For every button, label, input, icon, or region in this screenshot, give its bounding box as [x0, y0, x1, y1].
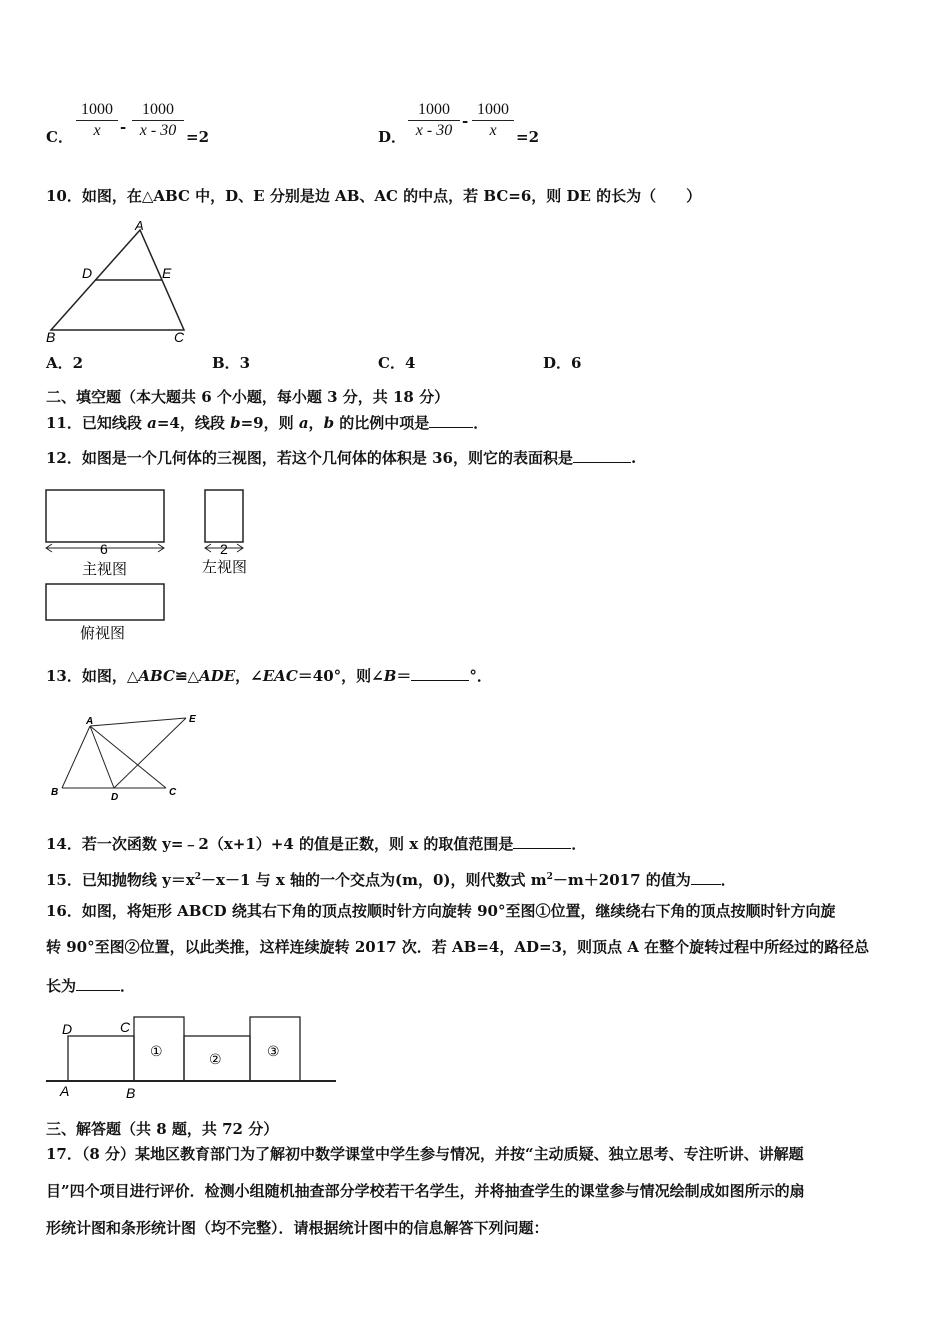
q12-top-view-label: 俯视图: [80, 624, 126, 642]
q15-end: ．: [720, 871, 736, 889]
q11-pre: 11．已知线段: [46, 414, 148, 432]
q11-end: ．: [473, 414, 489, 432]
q9-d-f2-den: x: [489, 122, 497, 139]
q10-question: 10．如图，在△ABC 中，D、E 分别是边 AB、AC 的中点，若 BC=6，则 DE 的长为（ ）: [46, 187, 702, 205]
q10-option-d: D．6: [543, 354, 582, 372]
q15-mid: －x－1 与 x 轴的一个交点为(m，0)，则代数式 m: [201, 871, 547, 889]
q15-sup2: 2: [546, 872, 553, 882]
q16-answer-blank[interactable]: [76, 976, 120, 991]
q12-question: [46, 448, 636, 467]
q11-mid2: =9，则: [240, 414, 299, 432]
q13-b: B: [383, 667, 397, 685]
q13-mid: ，∠: [235, 667, 263, 685]
q16-label-b: B: [126, 1085, 136, 1101]
q11-var-b: b: [230, 414, 241, 432]
q9-c-fraction-1: [76, 100, 118, 141]
q12-three-views-figure: [40, 486, 270, 646]
q16-label-c: C: [120, 1019, 131, 1035]
q12-front-view-label: 主视图: [82, 560, 128, 578]
q13-label-c: C: [169, 787, 177, 798]
q9-c-f1-num: 1000: [76, 100, 118, 121]
q10-label-b: B: [46, 329, 56, 345]
q12-text: 12．如图是一个几何体的三视图，若这个几何体的体积是 36，则它的表面积是: [46, 449, 573, 467]
q12-answer-blank[interactable]: [573, 448, 631, 463]
q14-text: 14．若一次函数 y=﹣2（x+1）+4 的值是正数，则 x 的取值范围是: [46, 835, 514, 853]
q13-cong: ≌△: [174, 667, 200, 685]
q16-line-2: 转 90°至图②位置，以此类推，这样连续旋转 2017 次．若 AB=4，AD=3，则顶点 A 在整个旋转过程中所经过的路径总: [46, 938, 870, 956]
q10-option-b: B．3: [212, 354, 251, 372]
q15-answer-blank[interactable]: [691, 870, 721, 885]
q11-var-a: a: [147, 414, 157, 432]
q13-triangles-figure: [46, 710, 216, 805]
q14-end: ．: [571, 835, 587, 853]
q16-label-a: A: [60, 1083, 70, 1099]
q11-comma: ，: [308, 414, 324, 432]
q13-mid2: ＝40°，则∠: [297, 667, 384, 685]
q16-rotation-figure: [44, 1012, 340, 1102]
q9-d-fraction-2: [472, 100, 514, 141]
q17-line-3: 形统计图和条形统计图（均不完整）．请根据统计图中的信息解答下列问题：: [46, 1219, 549, 1237]
q13-abc: ABC: [138, 667, 175, 685]
q9-d-fraction-1: [408, 100, 460, 141]
q15-question: [46, 868, 736, 889]
q16-line-3: [46, 976, 135, 995]
q15-pre: 15．已知抛物线 y＝x: [46, 871, 195, 889]
q9-c-f1-den: x: [93, 122, 101, 139]
q10-label-c: C: [174, 329, 185, 345]
q16-label-d: D: [62, 1021, 73, 1037]
q16-position-2: ②: [209, 1052, 222, 1068]
q12-side-dimension: 2: [220, 541, 228, 557]
q13-pre: 13．如图，△: [46, 667, 139, 685]
q15-sup: 2: [194, 872, 202, 882]
q13-post: ＝: [396, 667, 412, 685]
q9-d-minus: -: [462, 112, 469, 130]
q11-answer-blank[interactable]: [429, 413, 473, 428]
q15-post: －m＋2017 的值为: [552, 871, 691, 889]
q13-ade: ADE: [199, 667, 236, 685]
q16-position-1: ①: [150, 1044, 163, 1060]
q11-mid1: =4，线段: [156, 414, 231, 432]
q10-label-a: A: [135, 218, 144, 233]
q16-line-3-text: 长为: [46, 977, 77, 995]
q12-end: .: [630, 449, 637, 467]
section-2-heading: 二、填空题（本大题共 6 个小题，每小题 3 分，共 18 分）: [46, 388, 450, 406]
q9-option-d-label: D．: [378, 128, 407, 146]
section-3-heading: 三、解答题（共 8 题，共 72 分）: [46, 1120, 279, 1138]
q10-triangle-figure: [44, 218, 189, 346]
q13-label-e: E: [189, 714, 196, 725]
q13-end: °．: [469, 667, 492, 685]
q13-label-d: D: [111, 792, 119, 803]
q9-option-c-label: C．: [46, 128, 73, 146]
q10-option-a: A．2: [46, 354, 84, 372]
q10-label-d: D: [82, 265, 93, 281]
q13-eac: EAC: [262, 667, 298, 685]
q17-line-2: 目”四个项目进行评价．检测小组随机抽查部分学校若干名学生，并将抽查学生的课堂参与情况绘制成如图所示的扇: [46, 1182, 805, 1200]
q14-answer-blank[interactable]: [513, 834, 571, 849]
q17-line-1: 17．（8 分）某地区教育部门为了解初中数学课堂中学生参与情况，并按“主动质疑、独立思考、专注听讲、讲解题: [46, 1145, 804, 1163]
q16-position-3: ③: [267, 1044, 280, 1060]
q16-end: ．: [120, 977, 136, 995]
q11-post: 的比例中项是: [334, 414, 430, 432]
q11-var-b2: b: [323, 414, 335, 432]
q9-d-f2-num: 1000: [472, 100, 514, 121]
q9-c-fraction-2: [132, 100, 184, 141]
q10-option-c: C．4: [378, 354, 416, 372]
q12-side-view-label: 左视图: [202, 558, 248, 576]
q13-label-b: B: [51, 787, 59, 798]
q13-answer-blank[interactable]: [411, 666, 469, 681]
q9-d-f1-den: x - 30: [415, 122, 453, 139]
q14-question: [46, 834, 586, 853]
q11-question: [46, 413, 488, 432]
q9-c-f2-num: 1000: [132, 100, 184, 121]
q13-question: [46, 666, 492, 685]
q9-d-f1-num: 1000: [408, 100, 460, 121]
q9-c-minus: -: [120, 118, 127, 136]
q9-d-equals: =2: [516, 128, 540, 146]
q11-var-a2: a: [298, 414, 309, 432]
q16-line-1: 16．如图，将矩形 ABCD 绕其右下角的顶点按顺时针方向旋转 90°至图①位置，继续绕右下角的顶点按顺时针方向旋: [46, 902, 836, 920]
q12-front-dimension: 6: [100, 541, 108, 557]
q9-c-equals: =2: [186, 128, 210, 146]
q9-c-f2-den: x - 30: [139, 122, 177, 139]
q10-label-e: E: [162, 265, 172, 281]
q13-label-a: A: [86, 716, 94, 727]
